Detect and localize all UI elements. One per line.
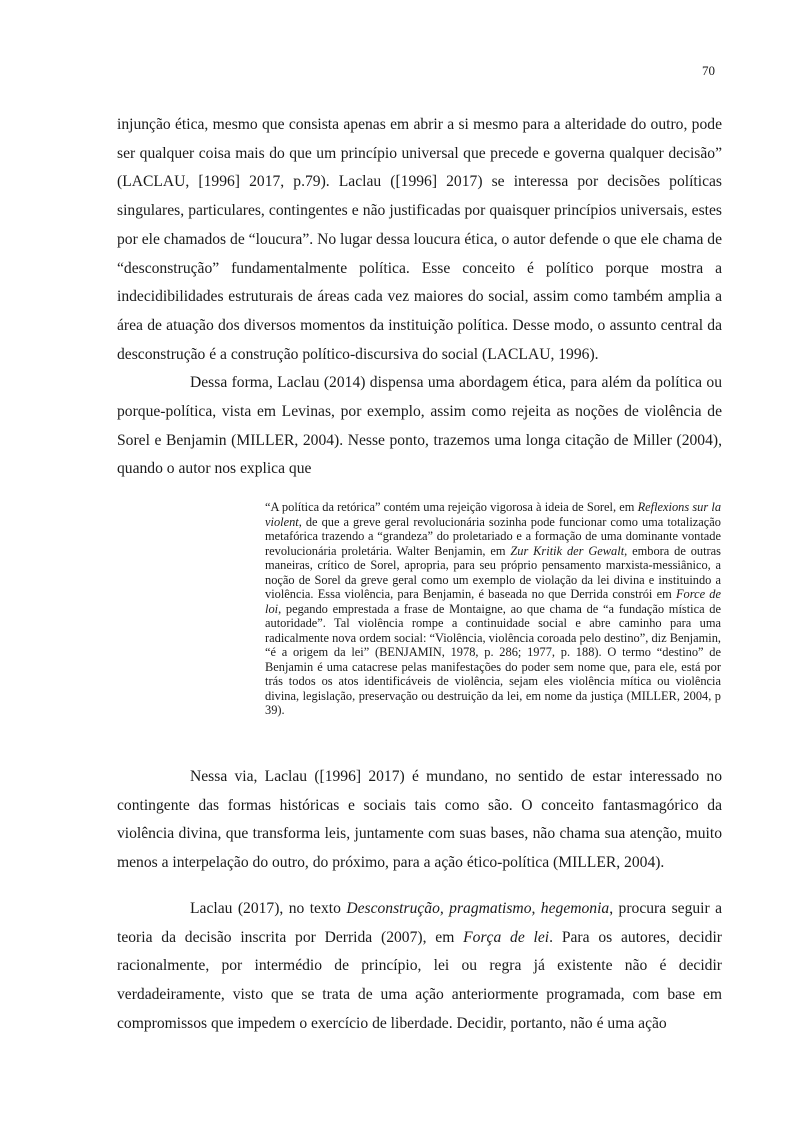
paragraph-4: [117, 895, 722, 1039]
quote-text-4: , pegando emprestada a frase de Montaigne, ao que chama de “a fundação mística de autoridade”. Tal violência rompe a continuidade social e abre caminho para uma radicalmente nova ordem social: “Violência, violência coroada pelo destino”, diz Benjamin, “é a origem da lei” (BENJAMIN, 1978, p. 286; 1977, p. 188). O termo “destino” de Benjamin é uma catacrese pelas manifestações do poder sem nome que, para ele, está por trás todos os atos identificáveis de violência, sejam eles violência mítica ou violência divina, legislação, preservação ou destruição da lei, em nome da justiça (MILLER, 2004, p 39).: [265, 601, 721, 717]
paragraph-4-text-1: Laclau (2017), no texto: [190, 900, 341, 917]
title-desconstrucao: Desconstrução, pragmatismo, hegemonia: [346, 900, 610, 917]
block-quote-text: [265, 500, 721, 718]
text-block-bottom: [117, 895, 722, 1039]
quote-text-2: , de que a greve geral revolucionária sozinha pode funcionar como uma totalização metafórica trazendo a “grandeza” do proletariado e a formação de uma dominante vontade revolucionária proletária. Walter Benjamin, em: [265, 514, 721, 558]
quote-title-force-de-loi: Force de loi: [265, 587, 721, 616]
paragraph-4-text-3: . Para os autores, decidir racionalmente, por intermédio de princípio, lei ou regra já existente não é decidir verdadeiramente, visto que se trata de uma ação anteriormente programada, com base em compromissos que impedem o exercício de liberdade. Decidir, portanto, não é uma ação: [117, 928, 722, 1032]
paragraph-4-text-2: , procura seguir a teoria da decisão inscrita por Derrida (2007), em: [117, 900, 723, 946]
paragraph-1: injunção ética, mesmo que consista apenas em abrir a si mesmo para a alteridade do outro, pode ser qualquer coisa mais do que um princípio universal que precede e governa qualquer decisão” (LACLAU, [1996] 2017, p.79). Laclau ([1996] 2017) se interessa por decisões políticas singulares, particulares, contingentes e não justificadas por quaisquer princípios universais, estes por ele chamados de “loucura”. No lugar dessa loucura ética, o autor defende o que ele chama de “desconstrução” fundamentalmente política. Esse conceito é político porque mostra a indecidibilidades estruturais de áreas cada vez maiores do social, assim como também amplia a área de atuação dos diversos momentos da instituição política. Desse modo, o assunto central da desconstrução é a construção político-discursiva do social (LACLAU, 1996).: [117, 116, 722, 363]
quote-text-3: , embora de outras maneiras, crítico de Sorel, apropria, para seu próprio pensamento marxista-messiânico, a noção de Sorel da greve geral como um exemplo de violação da lei divina e instituindo a violência. Essa violência, para Benjamin, é baseada no que Derrida constrói em: [265, 543, 721, 601]
paragraph-2: Dessa forma, Laclau (2014) dispensa uma abordagem ética, para além da política ou porque-política, vista em Levinas, por exemplo, assim como rejeita as noções de violência de Sorel e Benjamin (MILLER, 2004). Nesse ponto, trazemos uma longa citação de Miller (2004), quando o autor nos explica que: [117, 374, 722, 478]
title-forca-de-lei: Força de lei: [463, 928, 550, 946]
page-number: 70: [702, 63, 715, 78]
quote-title-zur-kritik: Zur Kritik der Gewalt: [510, 543, 625, 558]
quote-text-1: “A política da retórica” contém uma rejeição vigorosa à ideia de Sorel, em: [265, 500, 635, 514]
quote-title-reflexions: Reflexions sur la violent: [265, 500, 722, 529]
text-block-top: [117, 111, 722, 484]
block-quote: [265, 500, 721, 718]
paragraph-3: Nessa via, Laclau ([1996] 2017) é mundano, no sentido de estar interessado no contingente das formas históricas e sociais tais como são. O conceito fantasmagórico da violência divina, que transforma leis, juntamente com suas bases, não chama sua atenção, muito menos a interpelação do outro, do próximo, para a ação ético-política (MILLER, 2004).: [117, 768, 722, 872]
text-block-middle: [117, 763, 722, 878]
